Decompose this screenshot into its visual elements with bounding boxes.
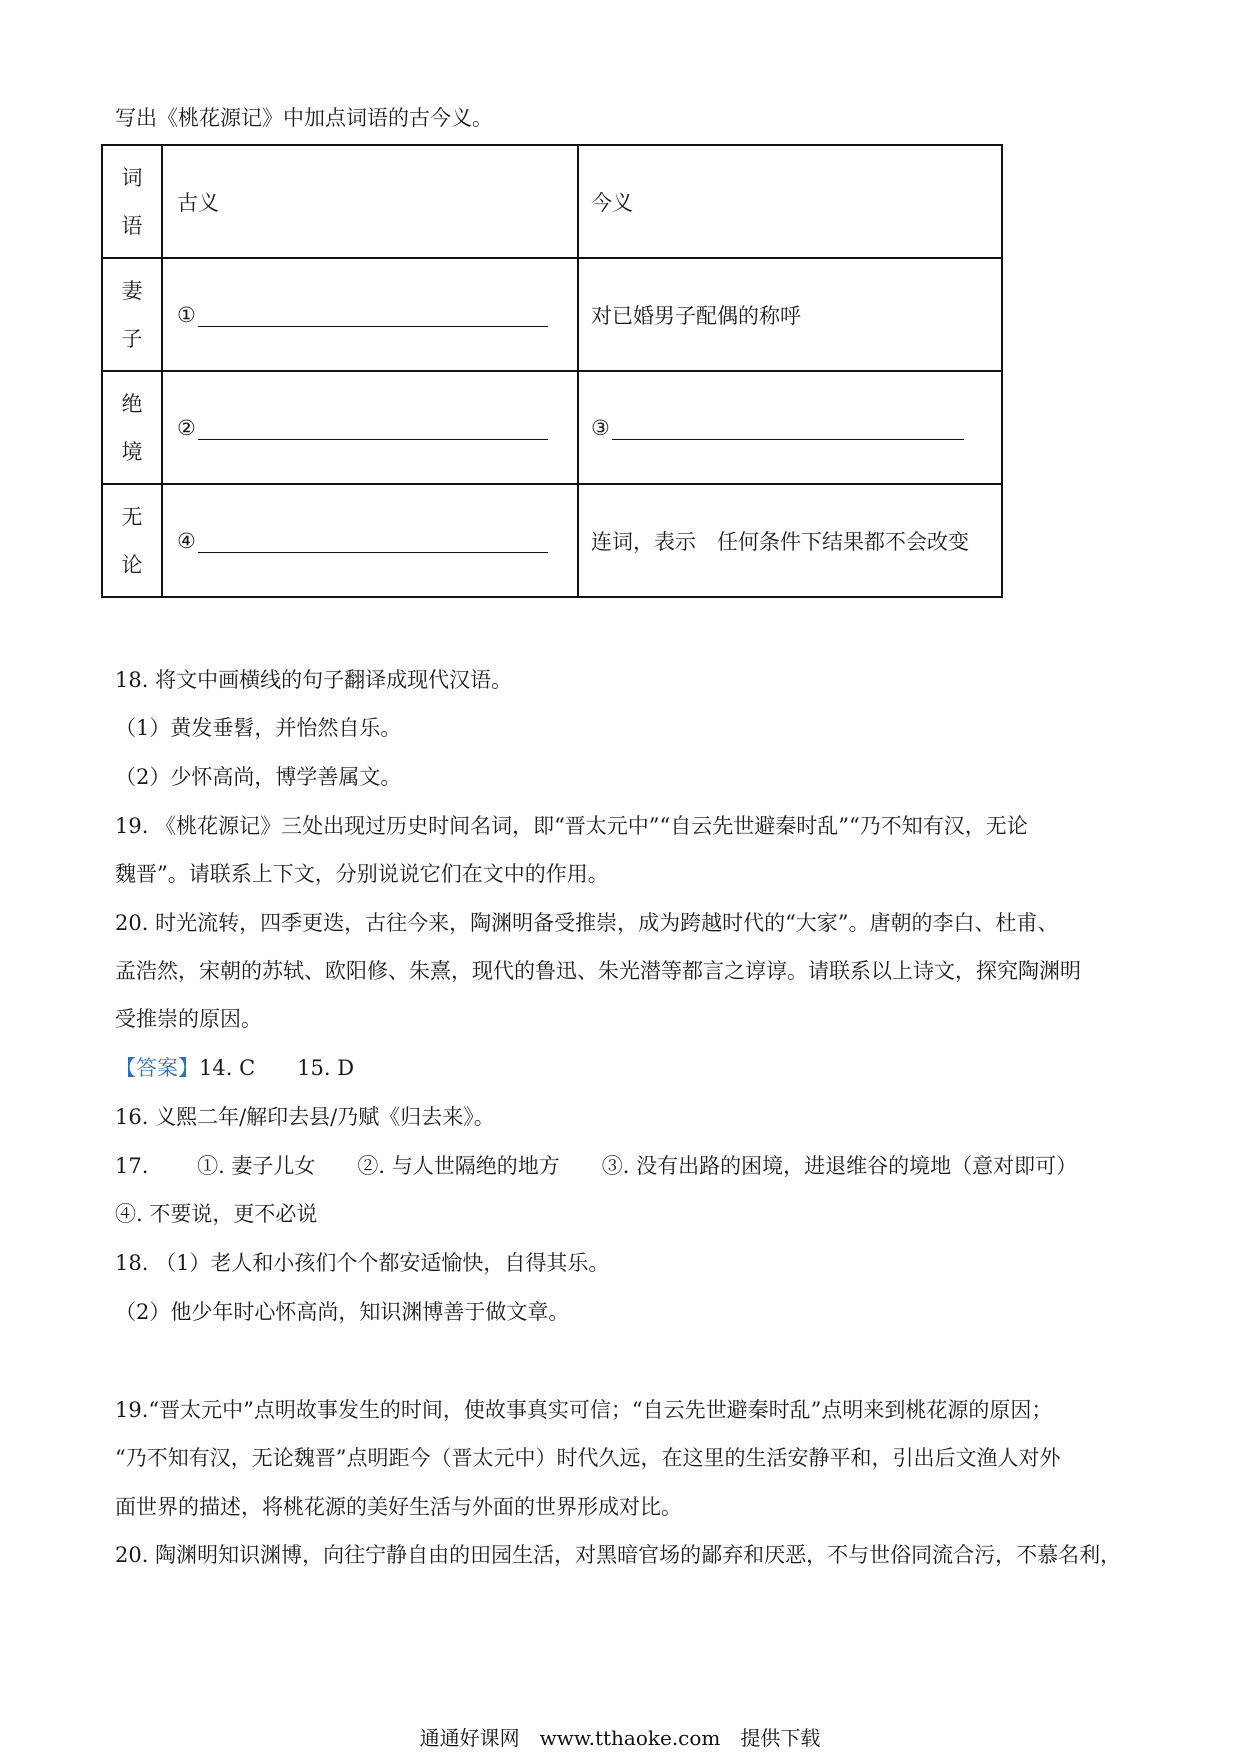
answer-label: 【答案】 xyxy=(115,1056,199,1080)
header-word-char: 词 xyxy=(121,165,143,190)
word-char: 绝 xyxy=(121,391,143,416)
word-cell xyxy=(102,484,162,597)
jin-text: 对已婚男子配偶的称呼 xyxy=(591,303,801,328)
blank-marker: ② xyxy=(177,416,196,440)
question-18-1: （1）黄发垂髫，并怡然自乐。 xyxy=(115,716,402,740)
word-char: 无 xyxy=(121,504,143,529)
answer-19-line-3: 面世界的描述，将桃花源的美好生活与外面的世界形成对比。 xyxy=(115,1495,682,1519)
header-gu-cell xyxy=(162,145,578,258)
answer-line-14-15 xyxy=(115,1054,354,1082)
answer-19-line-2: “乃不知有汉，无论魏晋”点明距今（晋太元中）时代久远，在这里的生活安静平和，引出后文渔人对外 xyxy=(115,1446,1061,1470)
header-gu-text: 古义 xyxy=(177,190,219,215)
table-row xyxy=(102,371,1002,484)
question-20-line-3: 受推崇的原因。 xyxy=(115,1007,262,1031)
gu-cell xyxy=(162,371,578,484)
gu-cell xyxy=(162,258,578,371)
answer-17: 17. ①. 妻子儿女 ②. 与人世隔绝的地方 ③. 没有出路的困境，进退维谷的境地（意对即可） xyxy=(115,1154,1078,1178)
question-18: 18. 将文中画横线的句子翻译成现代汉语。 xyxy=(115,668,513,692)
table-row xyxy=(102,484,1002,597)
jin-cell xyxy=(578,258,1002,371)
word-char: 论 xyxy=(121,552,143,577)
word-cell xyxy=(102,258,162,371)
word-char: 妻 xyxy=(121,278,143,303)
answer-16: 16. 义熙二年/解印去县/乃赋《归去来》。 xyxy=(115,1105,495,1129)
answer-18-1: 18. （1）老人和小孩们个个都安适愉快，自得其乐。 xyxy=(115,1251,610,1275)
question-18-2: （2）少怀高尚，博学善属文。 xyxy=(115,765,402,789)
answer-20: 20. 陶渊明知识渊博，向往宁静自由的田园生活，对黑暗官场的鄙弃和厌恶，不与世俗同流合污，不慕名利， xyxy=(115,1543,1122,1567)
jin-text: 连词，表示 任何条件下结果都不会改变 xyxy=(591,529,969,554)
gu-cell xyxy=(162,484,578,597)
blank-marker: ④ xyxy=(177,529,196,553)
answer-blank xyxy=(612,415,964,440)
question-20-line-1: 20. 时光流转，四季更迭，古往今来，陶渊明备受推崇，成为跨越时代的“大家”。唐朝的李白、杜甫、 xyxy=(115,911,1059,935)
answer-blank xyxy=(198,528,548,553)
table-header-row xyxy=(102,145,1002,258)
header-word-cell xyxy=(102,145,162,258)
word-cell xyxy=(102,371,162,484)
jin-cell xyxy=(578,371,1002,484)
question-19-line-2: 魏晋”。请联系上下文，分别说说它们在文中的作用。 xyxy=(115,862,609,886)
answer-blank xyxy=(198,302,548,327)
answer-17-b: ④. 不要说，更不必说 xyxy=(115,1202,318,1226)
word-char: 境 xyxy=(121,439,143,464)
answer-18-2: （2）他少年时心怀高尚，知识渊博善于做文章。 xyxy=(115,1300,570,1324)
question-19-line-1: 19. 《桃花源记》三处出现过历史时间名词，即“晋太元中”“自云先世避秦时乱”“乃不知有汉，无论 xyxy=(115,814,1028,838)
question-20-line-2: 孟浩然，宋朝的苏轼、欧阳修、朱熹，现代的鲁迅、朱光潜等都言之谆谆。请联系以上诗文，探究陶渊明 xyxy=(115,959,1081,983)
table-row xyxy=(102,258,1002,371)
answer-blank xyxy=(198,415,548,440)
blank-marker: ③ xyxy=(591,416,610,440)
word-char: 子 xyxy=(121,326,143,351)
jin-cell xyxy=(578,484,1002,597)
blank-marker: ① xyxy=(177,303,196,327)
answer-19-line-1: 19.“晋太元中”点明故事发生的时间，使故事真实可信；“自云先世避秦时乱”点明来到桃花源的原因； xyxy=(115,1398,1053,1422)
intro-text: 写出《桃花源记》中加点词语的古今义。 xyxy=(115,106,493,130)
page-footer: 通通好课网 www.tthaoke.com 提供下载 xyxy=(419,1726,821,1750)
vocab-table xyxy=(101,144,1003,598)
header-jin-cell xyxy=(578,145,1002,258)
header-word-char: 语 xyxy=(121,213,143,238)
answer-14-15: 14. C 15. D xyxy=(199,1056,355,1080)
header-jin-text: 今义 xyxy=(591,190,633,215)
